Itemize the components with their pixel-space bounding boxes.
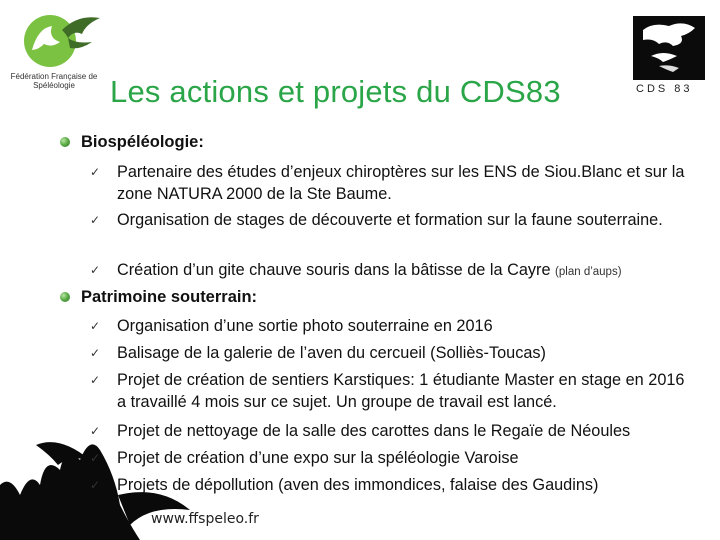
list-item-text xyxy=(117,259,697,283)
footer-url: www.ffspeleo.fr xyxy=(151,511,259,527)
list-item-text: Projet de création d’une expo sur la spéléologie Varoise xyxy=(117,449,519,467)
checkmark-icon: ✓ xyxy=(90,373,101,387)
section-heading-text: Biospéléologie: xyxy=(81,133,204,151)
checkmark-icon: ✓ xyxy=(90,451,101,465)
page-title: Les actions et projets du CDS83 xyxy=(110,74,561,109)
list-item-text: Projet de création de sentiers Karstiques: 1 étudiante Master en stage en 2016 a travaillé 4 mois sur ce sujet. Un groupe de travail est lancé. xyxy=(117,371,685,411)
checkmark-icon: ✓ xyxy=(90,213,101,227)
list-item-main-text: Création d’un gite chauve souris dans la bâtisse de la Cayre xyxy=(117,261,551,279)
section-heading-text: Patrimoine souterrain: xyxy=(81,288,258,306)
cds83-logo xyxy=(633,16,705,80)
checkmark-icon: ✓ xyxy=(90,263,101,277)
green-bullet-icon xyxy=(60,292,70,302)
green-bullet-icon xyxy=(60,137,70,147)
checkmark-icon: ✓ xyxy=(90,346,101,360)
ffs-logo-text: Fédération Française de Spéléologie xyxy=(10,72,98,90)
list-item-text: Projet de nettoyage de la salle des carottes dans le Regaïe de Néoules xyxy=(117,422,631,440)
list-item-text: Organisation d’une sortie photo souterraine en 2016 xyxy=(117,317,493,335)
checkmark-icon: ✓ xyxy=(90,424,101,438)
checkmark-icon: ✓ xyxy=(90,319,101,333)
list-item-text: Organisation de stages de découverte et formation sur la faune souterraine. xyxy=(117,211,663,229)
list-item-text: Balisage de la galerie de l’aven du cercueil (Solliès-Toucas) xyxy=(117,344,546,362)
checkmark-icon: ✓ xyxy=(90,165,101,179)
list-item-text: Partenaire des études d’enjeux chiroptères sur les ENS de Siou.Blanc et sur la zone NATURA 2000 de la Ste Baume. xyxy=(117,163,685,203)
checkmark-icon: ✓ xyxy=(90,478,101,492)
list-item-note: (plan d’aups) xyxy=(555,266,622,278)
list-item-text: Projets de dépollution (aven des immondices, falaise des Gaudins) xyxy=(117,476,599,494)
cds83-logo-text: CDS 83 xyxy=(636,83,693,95)
section-heading-patrimoine xyxy=(60,288,257,307)
section-heading-biospeleologie xyxy=(60,133,204,152)
